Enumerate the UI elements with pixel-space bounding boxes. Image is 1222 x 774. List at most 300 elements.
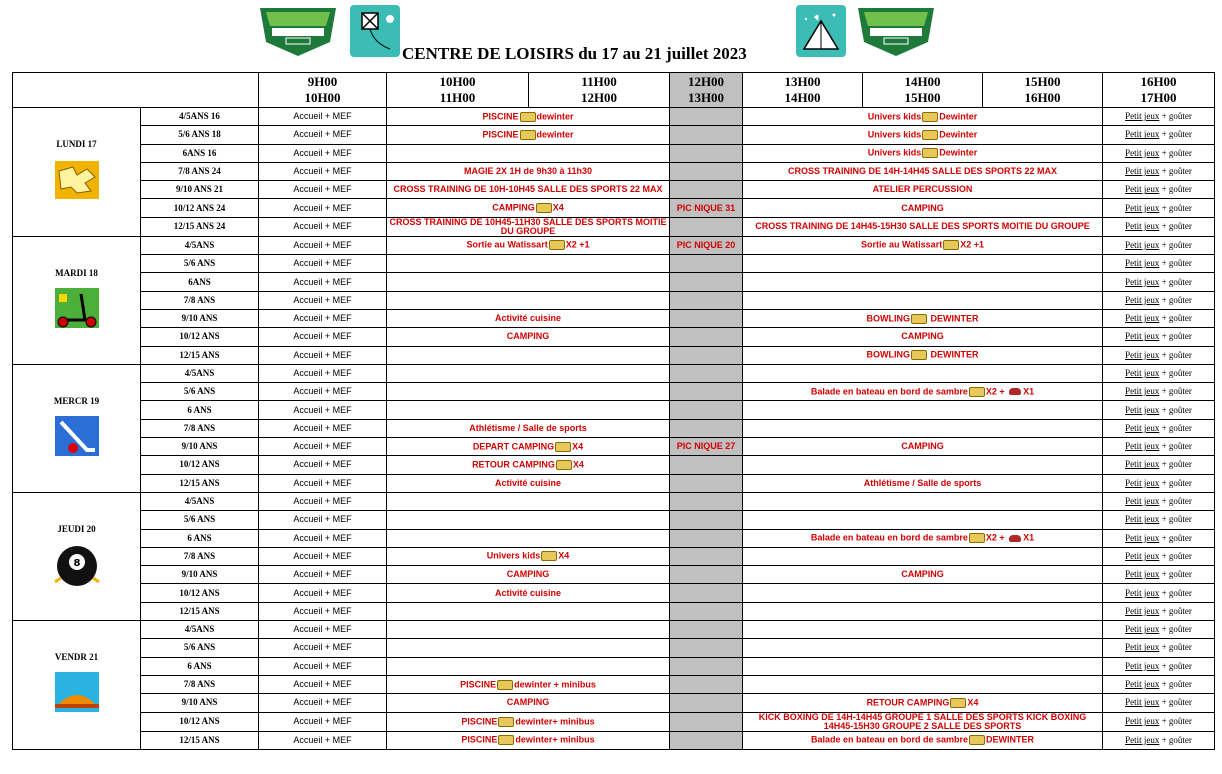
kite-icon <box>350 5 400 57</box>
beach-hat-icon <box>51 670 103 716</box>
bus-icon <box>950 698 966 708</box>
gouter-text: + goûter <box>1159 239 1192 250</box>
accueil-cell <box>259 712 387 731</box>
day-label <box>13 364 141 492</box>
accueil-cell <box>259 492 387 510</box>
age-group-label: 4/5ANS <box>184 239 215 250</box>
petit-jeux-link: Petit jeux <box>1125 514 1160 525</box>
bus-icon <box>969 387 985 397</box>
schedule-row <box>13 456 1215 474</box>
accueil-cell <box>259 474 387 492</box>
accueil-text: Accueil + MEF <box>293 276 352 287</box>
morning-activity <box>387 712 670 731</box>
morning-activity <box>387 383 670 401</box>
gouter-cell <box>1103 383 1215 401</box>
activity-text: Sortie au Watissart <box>466 239 548 250</box>
schedule-row <box>13 712 1215 731</box>
morning-activity <box>387 566 670 584</box>
accueil-cell <box>259 236 387 254</box>
gouter-cell <box>1103 199 1215 217</box>
accueil-cell <box>259 456 387 474</box>
age-group-label: 9/10 ANS <box>181 697 218 708</box>
gouter-text: + goûter <box>1159 624 1192 635</box>
activity-text: Univers kids <box>867 111 922 122</box>
schedule-row <box>13 383 1215 401</box>
morning-activity <box>387 162 670 180</box>
accueil-text: Accueil + MEF <box>293 294 352 305</box>
age-group <box>141 236 259 254</box>
gouter-text: + goûter <box>1159 587 1192 598</box>
gouter-text: + goûter <box>1159 331 1192 342</box>
age-group <box>141 419 259 437</box>
petit-jeux-link: Petit jeux <box>1125 349 1160 360</box>
age-group-label: 5/6 ANS <box>183 258 216 269</box>
petit-jeux-link: Petit jeux <box>1125 239 1160 250</box>
morning-activity <box>387 602 670 620</box>
activity-text: PISCINE <box>482 129 519 140</box>
morning-activity <box>387 255 670 273</box>
activity-text: Athlétisme / Salle de sports <box>863 477 982 488</box>
activity-text: Activité cuisine <box>494 313 562 324</box>
transport-text: X4 <box>558 550 570 561</box>
age-group <box>141 255 259 273</box>
gouter-text: + goûter <box>1159 422 1192 433</box>
petit-jeux-link: Petit jeux <box>1125 422 1160 433</box>
schedule-row <box>13 529 1215 547</box>
age-group <box>141 364 259 382</box>
accueil-text: Accueil + MEF <box>293 605 352 616</box>
tent-night-icon <box>796 5 846 57</box>
accueil-text: Accueil + MEF <box>293 716 352 726</box>
gouter-cell <box>1103 217 1215 236</box>
bus-icon <box>969 533 985 543</box>
transport-text: X4 <box>572 441 584 452</box>
activity-text: PISCINE <box>461 734 498 745</box>
afternoon-activity <box>743 602 1103 620</box>
time-start: 16H00 <box>1140 74 1177 89</box>
afternoon-activity <box>743 694 1103 712</box>
lunch-cell <box>670 566 743 584</box>
age-group-label: 9/10 ANS <box>181 313 218 324</box>
afternoon-activity <box>743 621 1103 639</box>
gouter-cell <box>1103 346 1215 364</box>
activity-text: CROSS TRAINING DE 10H45-11H30 SALLE DES SPORTS MOITIE DU GROUPE <box>389 217 667 236</box>
gouter-cell <box>1103 511 1215 529</box>
afternoon-activity <box>743 584 1103 602</box>
accueil-cell <box>259 639 387 657</box>
hockey-icon <box>51 414 103 460</box>
age-group <box>141 217 259 236</box>
accueil-text: Accueil + MEF <box>293 441 352 452</box>
petit-jeux-link: Petit jeux <box>1125 441 1160 452</box>
petit-jeux-link: Petit jeux <box>1125 276 1160 287</box>
petit-jeux-link: Petit jeux <box>1125 679 1160 690</box>
gouter-text: + goûter <box>1159 605 1192 616</box>
morning-activity <box>387 657 670 675</box>
activity-text: Athlétisme / Salle de sports <box>469 422 587 433</box>
age-group-label: 9/10 ANS <box>181 441 218 452</box>
lunch-cell <box>670 309 743 327</box>
activity-text: Balade en bateau en bord de sambre <box>810 734 969 745</box>
gouter-cell <box>1103 181 1215 199</box>
age-group-label: 7/8 ANS <box>183 422 216 433</box>
bus-icon <box>943 240 959 250</box>
gouter-cell <box>1103 273 1215 291</box>
transport-text: X4 <box>572 459 584 470</box>
time-start: 14H00 <box>904 74 941 89</box>
time-slot-header <box>983 73 1103 108</box>
accueil-text: Accueil + MEF <box>293 166 352 177</box>
gouter-text: + goûter <box>1159 166 1192 177</box>
bus-icon <box>536 203 552 213</box>
accueil-text: Accueil + MEF <box>293 239 352 250</box>
gouter-text: + goûter <box>1159 660 1192 671</box>
time-slot-header <box>259 73 387 108</box>
lunch-cell <box>670 383 743 401</box>
time-end: 12H00 <box>580 90 618 105</box>
gouter-cell <box>1103 108 1215 126</box>
petit-jeux-link: Petit jeux <box>1125 734 1160 745</box>
age-group <box>141 273 259 291</box>
activity-text: Sortie au Watissart <box>861 239 943 250</box>
afternoon-activity <box>743 639 1103 657</box>
schedule-row <box>13 162 1215 180</box>
petit-jeux-link: Petit jeux <box>1125 697 1160 708</box>
gouter-cell <box>1103 712 1215 731</box>
day-name: VENDR 21 <box>54 652 99 663</box>
afternoon-activity <box>743 144 1103 162</box>
accueil-cell <box>259 529 387 547</box>
transport-text: dewinter + minibus <box>514 678 596 689</box>
petit-jeux-link: Petit jeux <box>1125 111 1160 122</box>
afternoon-activity <box>743 401 1103 419</box>
transport-text: Dewinter <box>939 111 978 122</box>
gouter-cell <box>1103 492 1215 510</box>
accueil-cell <box>259 181 387 199</box>
svg-text:8: 8 <box>73 557 80 569</box>
accueil-text: Accueil + MEF <box>293 184 352 195</box>
lunch-text: PIC NIQUE 20 <box>676 239 736 250</box>
time-start: 15H00 <box>1024 74 1061 89</box>
petit-jeux-link: Petit jeux <box>1125 166 1160 177</box>
petit-jeux-link: Petit jeux <box>1125 221 1160 232</box>
morning-activity <box>387 639 670 657</box>
lunch-cell <box>670 474 743 492</box>
accueil-text: Accueil + MEF <box>293 147 352 158</box>
activity-text: CROSS TRAINING DE 14H45-15H30 SALLE DES SPORTS MOITIE DU GROUPE <box>755 221 1090 232</box>
accueil-cell <box>259 547 387 565</box>
afternoon-activity <box>743 474 1103 492</box>
transport-text: DEWINTER <box>928 312 979 323</box>
transport-text: dewinter+ minibus <box>515 715 595 726</box>
activity-text: CAMPING <box>901 569 944 580</box>
petit-jeux-link: Petit jeux <box>1125 331 1160 342</box>
lunch-cell <box>670 162 743 180</box>
activity-text: CAMPING <box>901 202 944 213</box>
gouter-text: + goûter <box>1159 129 1192 140</box>
schedule-row <box>13 199 1215 217</box>
schedule-row <box>13 694 1215 712</box>
activity-text: DEPART CAMPING <box>472 441 555 452</box>
lunch-cell <box>670 401 743 419</box>
age-group <box>141 383 259 401</box>
petit-jeux-link: Petit jeux <box>1125 129 1160 140</box>
accueil-text: Accueil + MEF <box>293 331 352 342</box>
age-group-label: 12/15 ANS <box>179 477 220 488</box>
bus-icon <box>497 680 513 690</box>
time-start: 10H00 <box>439 74 476 89</box>
age-group-label: 6 ANS <box>187 404 212 415</box>
gouter-text: + goûter <box>1159 642 1192 653</box>
gouter-cell <box>1103 309 1215 327</box>
morning-activity <box>387 694 670 712</box>
gouter-cell <box>1103 547 1215 565</box>
petit-jeux-link: Petit jeux <box>1125 147 1160 158</box>
age-group <box>141 529 259 547</box>
afternoon-activity <box>743 511 1103 529</box>
bus-icon <box>969 735 985 745</box>
age-group <box>141 291 259 309</box>
lunch-cell <box>670 511 743 529</box>
accueil-text: Accueil + MEF <box>293 496 352 507</box>
morning-activity <box>387 108 670 126</box>
morning-activity <box>387 547 670 565</box>
schedule-row <box>13 621 1215 639</box>
petit-jeux-link: Petit jeux <box>1125 477 1160 488</box>
afternoon-activity <box>743 328 1103 346</box>
activity-text: BOWLING <box>866 349 910 360</box>
activity-text: ATELIER PERCUSSION <box>872 184 973 195</box>
schedule-row <box>13 474 1215 492</box>
lunch-cell <box>670 621 743 639</box>
petit-jeux-link: Petit jeux <box>1125 368 1160 378</box>
age-group <box>141 584 259 602</box>
accueil-text: Accueil + MEF <box>293 642 352 653</box>
age-group <box>141 126 259 144</box>
accueil-text: Accueil + MEF <box>293 422 352 433</box>
car-icon <box>1009 535 1021 542</box>
afternoon-activity <box>743 657 1103 675</box>
age-group <box>141 346 259 364</box>
age-group <box>141 675 259 693</box>
accueil-cell <box>259 364 387 382</box>
gouter-text: + goûter <box>1159 386 1192 397</box>
age-group-label: 6 ANS <box>187 532 212 543</box>
afternoon-activity <box>743 108 1103 126</box>
age-group-label: 4/5ANS <box>184 496 215 507</box>
activity-text: KICK BOXING DE 14H-14H45 GROUPE 1 SALLE DES SPORTS KICK BOXING 14H45-15H30 GROUPE 2 SALLE DES SPORTS <box>758 712 1087 731</box>
petit-jeux-link: Petit jeux <box>1125 532 1160 543</box>
morning-activity <box>387 236 670 254</box>
petit-jeux-link: Petit jeux <box>1125 258 1160 269</box>
morning-activity <box>387 438 670 456</box>
lunch-cell <box>670 328 743 346</box>
transport-text: DEWINTER <box>928 349 979 360</box>
age-group-label: 5/6 ANS <box>183 642 216 653</box>
accueil-text: Accueil + MEF <box>293 258 352 269</box>
bus-icon <box>520 112 536 122</box>
lunch-cell <box>670 639 743 657</box>
accueil-cell <box>259 108 387 126</box>
lunch-cell <box>670 675 743 693</box>
age-group <box>141 199 259 217</box>
accueil-text: Accueil + MEF <box>293 129 352 140</box>
age-group <box>141 547 259 565</box>
gouter-cell <box>1103 584 1215 602</box>
accueil-cell <box>259 731 387 749</box>
age-group-label: 10/12 ANS 24 <box>173 202 226 213</box>
accueil-cell <box>259 511 387 529</box>
time-end: 16H00 <box>1024 90 1061 105</box>
lunch-cell <box>670 419 743 437</box>
age-group <box>141 731 259 749</box>
accueil-cell <box>259 584 387 602</box>
gouter-text: + goûter <box>1159 368 1192 378</box>
time-end: 14H00 <box>784 90 821 105</box>
afternoon-activity <box>743 547 1103 565</box>
morning-activity <box>387 291 670 309</box>
accueil-cell <box>259 401 387 419</box>
gouter-text: + goûter <box>1159 404 1192 415</box>
morning-activity <box>387 144 670 162</box>
transport-text: dewinter <box>536 111 574 122</box>
accueil-cell <box>259 621 387 639</box>
age-group <box>141 639 259 657</box>
petit-jeux-link: Petit jeux <box>1125 550 1160 561</box>
afternoon-activity <box>743 291 1103 309</box>
schedule-row <box>13 291 1215 309</box>
gouter-text: + goûter <box>1159 514 1192 525</box>
lunch-cell <box>670 438 743 456</box>
morning-activity <box>387 199 670 217</box>
accueil-cell <box>259 675 387 693</box>
age-group <box>141 456 259 474</box>
schedule-row <box>13 309 1215 327</box>
activity-text: CAMPING <box>492 202 535 213</box>
lunch-cell <box>670 255 743 273</box>
petit-jeux-link: Petit jeux <box>1125 202 1160 213</box>
age-group-label: 7/8 ANS <box>183 294 216 305</box>
age-group <box>141 621 259 639</box>
schedule-row <box>13 401 1215 419</box>
morning-activity <box>387 492 670 510</box>
accueil-text: Accueil + MEF <box>293 459 352 470</box>
billiard-ball-icon <box>51 542 103 588</box>
accueil-cell <box>259 255 387 273</box>
village-en-sport-logo-right <box>854 2 938 58</box>
gouter-cell <box>1103 602 1215 620</box>
schedule-row <box>13 547 1215 565</box>
age-group-label: 4/5ANS <box>184 368 215 378</box>
accueil-text: Accueil + MEF <box>293 679 352 690</box>
lunch-cell <box>670 108 743 126</box>
age-group-label: 5/6 ANS <box>183 386 216 397</box>
morning-activity <box>387 273 670 291</box>
lunch-cell <box>670 217 743 236</box>
activity-text: Activité cuisine <box>494 477 562 488</box>
transport-text: Dewinter <box>939 129 978 140</box>
schedule-row <box>13 566 1215 584</box>
car-icon <box>1009 388 1021 395</box>
schedule-row <box>13 144 1215 162</box>
age-group-label: 4/5ANS <box>184 624 215 635</box>
day-label <box>13 492 141 620</box>
lunch-cell <box>670 236 743 254</box>
activity-text: BOWLING <box>866 312 910 323</box>
accueil-text: Accueil + MEF <box>293 569 352 580</box>
gouter-text: + goûter <box>1159 532 1192 543</box>
gouter-text: + goûter <box>1159 734 1192 745</box>
age-group <box>141 401 259 419</box>
activity-text: CAMPING <box>901 331 944 342</box>
activity-text: Univers kids <box>486 550 541 561</box>
schedule-row <box>13 657 1215 675</box>
petit-jeux-link: Petit jeux <box>1125 587 1160 598</box>
gouter-text: + goûter <box>1159 349 1192 360</box>
gouter-cell <box>1103 144 1215 162</box>
petit-jeux-link: Petit jeux <box>1125 404 1160 415</box>
bus-icon <box>498 735 514 745</box>
petit-jeux-link: Petit jeux <box>1125 716 1160 726</box>
morning-activity <box>387 511 670 529</box>
time-slot-header <box>529 73 670 108</box>
gouter-text: + goûter <box>1159 111 1192 122</box>
gouter-cell <box>1103 401 1215 419</box>
petit-jeux-link: Petit jeux <box>1125 660 1160 671</box>
age-group-label: 10/12 ANS <box>179 716 220 726</box>
lunch-cell <box>670 584 743 602</box>
age-group-label: 5/6 ANS 18 <box>178 129 221 140</box>
gouter-text: + goûter <box>1159 184 1192 195</box>
accueil-text: Accueil + MEF <box>293 477 352 488</box>
morning-activity <box>387 529 670 547</box>
schedule-row <box>13 217 1215 236</box>
transport-text: dewinter+ minibus <box>515 734 595 745</box>
transport-text: dewinter <box>536 129 574 140</box>
accueil-text: Accueil + MEF <box>293 532 352 543</box>
schedule-row <box>13 639 1215 657</box>
age-group <box>141 602 259 620</box>
schedule-row <box>13 236 1215 254</box>
time-start: 9H00 <box>307 74 338 89</box>
age-group-label: 7/8 ANS 24 <box>178 166 221 177</box>
accueil-text: Accueil + MEF <box>293 734 352 745</box>
petit-jeux-link: Petit jeux <box>1125 313 1160 324</box>
afternoon-activity <box>743 255 1103 273</box>
afternoon-activity <box>743 346 1103 364</box>
gouter-text: + goûter <box>1159 276 1192 287</box>
lunch-cell <box>670 126 743 144</box>
gouter-text: + goûter <box>1159 202 1192 213</box>
lunch-cell <box>670 144 743 162</box>
gouter-cell <box>1103 639 1215 657</box>
lunch-cell <box>670 199 743 217</box>
transport-text: DEWINTER <box>986 734 1035 745</box>
activity-text: CAMPING <box>506 331 550 342</box>
gouter-text: + goûter <box>1159 221 1192 232</box>
activity-text: CAMPING <box>506 569 550 580</box>
accueil-cell <box>259 273 387 291</box>
accueil-cell <box>259 309 387 327</box>
age-group-label: 5/6 ANS <box>183 514 216 525</box>
transport-text: X2 + <box>985 532 1008 543</box>
day-name: LUNDI 17 <box>56 139 97 150</box>
morning-activity <box>387 217 670 236</box>
activity-text: PISCINE <box>461 715 498 726</box>
afternoon-activity <box>743 675 1103 693</box>
accueil-cell <box>259 566 387 584</box>
activity-text: Balade en bateau en bord de sambre <box>810 386 968 397</box>
